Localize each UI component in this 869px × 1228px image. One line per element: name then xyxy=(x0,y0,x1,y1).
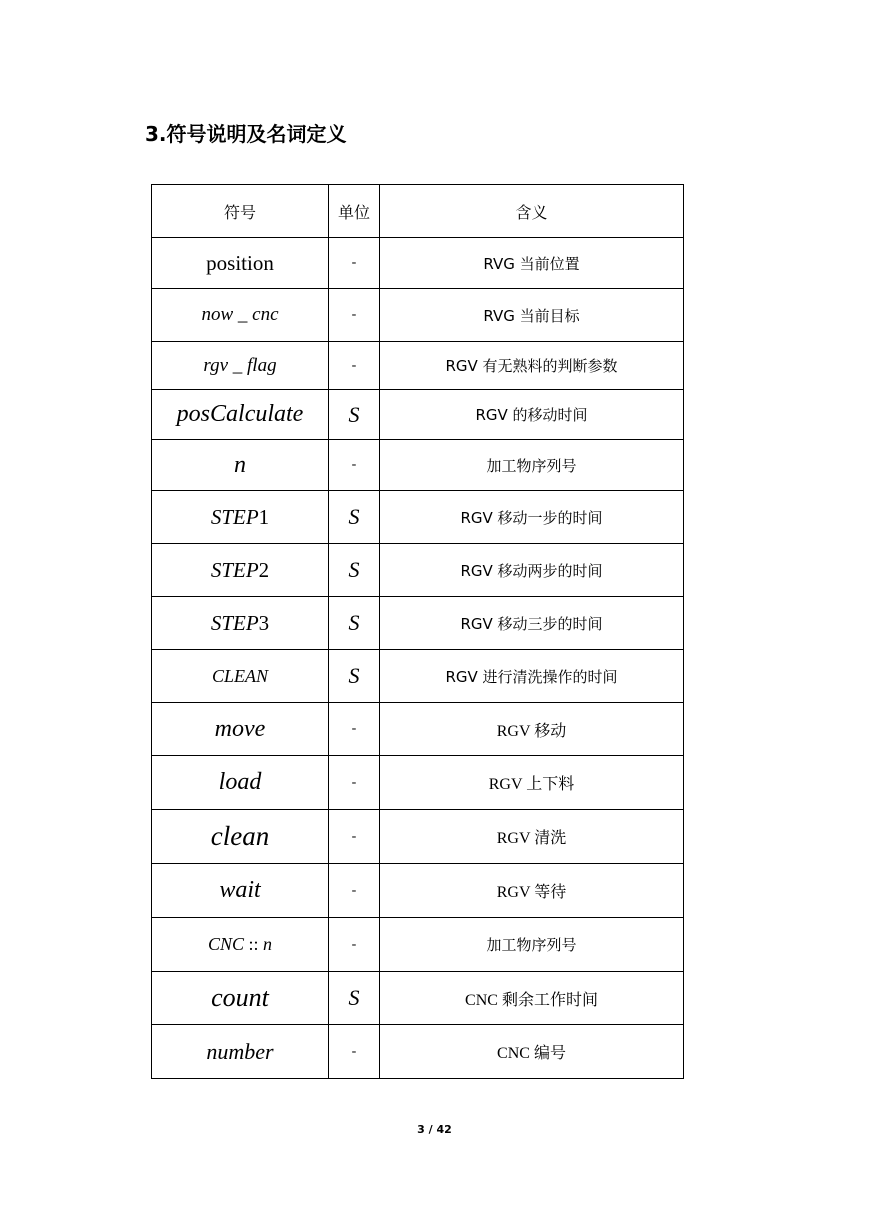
symbol-cell: wait xyxy=(152,864,329,918)
meaning-cell: RVG 当前位置 xyxy=(380,238,684,289)
meaning-cell: RGV 移动一步的时间 xyxy=(380,491,684,544)
meaning-cell: RGV 有无熟料的判断参数 xyxy=(380,342,684,390)
unit-cell: - xyxy=(329,810,380,864)
page-number: 3 / 42 xyxy=(417,1123,452,1136)
unit-cell: S xyxy=(329,597,380,650)
unit-cell: S xyxy=(329,972,380,1025)
table-row xyxy=(152,440,684,491)
symbol-cell-index: 3 xyxy=(258,610,270,635)
symbol-cell: rgv _ flag xyxy=(152,342,329,390)
unit-cell: - xyxy=(329,918,380,972)
symbol-cell: now _ cnc xyxy=(152,289,329,342)
unit-cell: S xyxy=(329,491,380,544)
unit-cell: - xyxy=(329,703,380,756)
unit-cell: - xyxy=(329,864,380,918)
meaning-cell: RGV 上下料 xyxy=(380,756,684,810)
table-row xyxy=(152,810,684,864)
symbol-cell-index: n xyxy=(263,934,273,954)
table-row xyxy=(152,342,684,390)
meaning-cell: RGV 清洗 xyxy=(380,810,684,864)
symbol-cell xyxy=(152,918,329,972)
symbol-cell: move xyxy=(152,703,329,756)
header-unit: 单位 xyxy=(329,185,380,238)
unit-cell: - xyxy=(329,342,380,390)
symbol-cell-index: 2 xyxy=(258,557,270,582)
symbol-cell: CLEAN xyxy=(152,650,329,703)
section-title: 3.符号说明及名词定义 xyxy=(145,122,347,146)
table-row xyxy=(152,238,684,289)
symbol-cell-name: STEP xyxy=(210,557,259,582)
table-row xyxy=(152,544,684,597)
unit-cell: - xyxy=(329,289,380,342)
table-row xyxy=(152,972,684,1025)
symbol-cell: clean xyxy=(152,810,329,864)
symbol-cell xyxy=(152,544,329,597)
table-row xyxy=(152,597,684,650)
table-header-row xyxy=(152,185,684,238)
symbol-cell-name: STEP xyxy=(210,610,259,635)
table-row xyxy=(152,390,684,440)
symbol-cell: count xyxy=(152,972,329,1025)
symbol-cell-name: STEP xyxy=(210,504,259,529)
symbol-cell-separator: :: xyxy=(244,934,264,954)
symbol-cell: n xyxy=(152,440,329,491)
table-row xyxy=(152,703,684,756)
table-row xyxy=(152,1025,684,1079)
table-row xyxy=(152,289,684,342)
meaning-cell: CNC 编号 xyxy=(380,1025,684,1079)
unit-cell: - xyxy=(329,238,380,289)
meaning-cell: RGV 移动三步的时间 xyxy=(380,597,684,650)
meaning-cell: RGV 移动两步的时间 xyxy=(380,544,684,597)
unit-cell: S xyxy=(329,390,380,440)
meaning-cell: RGV 移动 xyxy=(380,703,684,756)
table-row xyxy=(152,650,684,703)
meaning-cell: CNC 剩余工作时间 xyxy=(380,972,684,1025)
meaning-cell: 加工物序列号 xyxy=(380,440,684,491)
symbol-cell xyxy=(152,597,329,650)
symbol-cell xyxy=(152,491,329,544)
unit-cell: - xyxy=(329,440,380,491)
unit-cell: S xyxy=(329,544,380,597)
table-row xyxy=(152,864,684,918)
unit-cell: - xyxy=(329,1025,380,1079)
meaning-cell: RGV 等待 xyxy=(380,864,684,918)
meaning-cell: RGV 的移动时间 xyxy=(380,390,684,440)
symbol-cell: load xyxy=(152,756,329,810)
symbol-cell: number xyxy=(152,1025,329,1079)
table-row xyxy=(152,491,684,544)
table-row xyxy=(152,918,684,972)
symbol-cell: posCalculate xyxy=(152,390,329,440)
meaning-cell: RVG 当前目标 xyxy=(380,289,684,342)
symbol-cell-index: 1 xyxy=(258,504,270,529)
symbol-cell-name: CNC xyxy=(207,934,244,954)
header-meaning: 含义 xyxy=(380,185,684,238)
header-symbol: 符号 xyxy=(152,185,329,238)
meaning-cell: RGV 进行清洗操作的时间 xyxy=(380,650,684,703)
symbol-table xyxy=(151,184,684,1079)
unit-cell: S xyxy=(329,650,380,703)
table-row xyxy=(152,756,684,810)
unit-cell: - xyxy=(329,756,380,810)
symbol-cell: position xyxy=(152,238,329,289)
meaning-cell: 加工物序列号 xyxy=(380,918,684,972)
